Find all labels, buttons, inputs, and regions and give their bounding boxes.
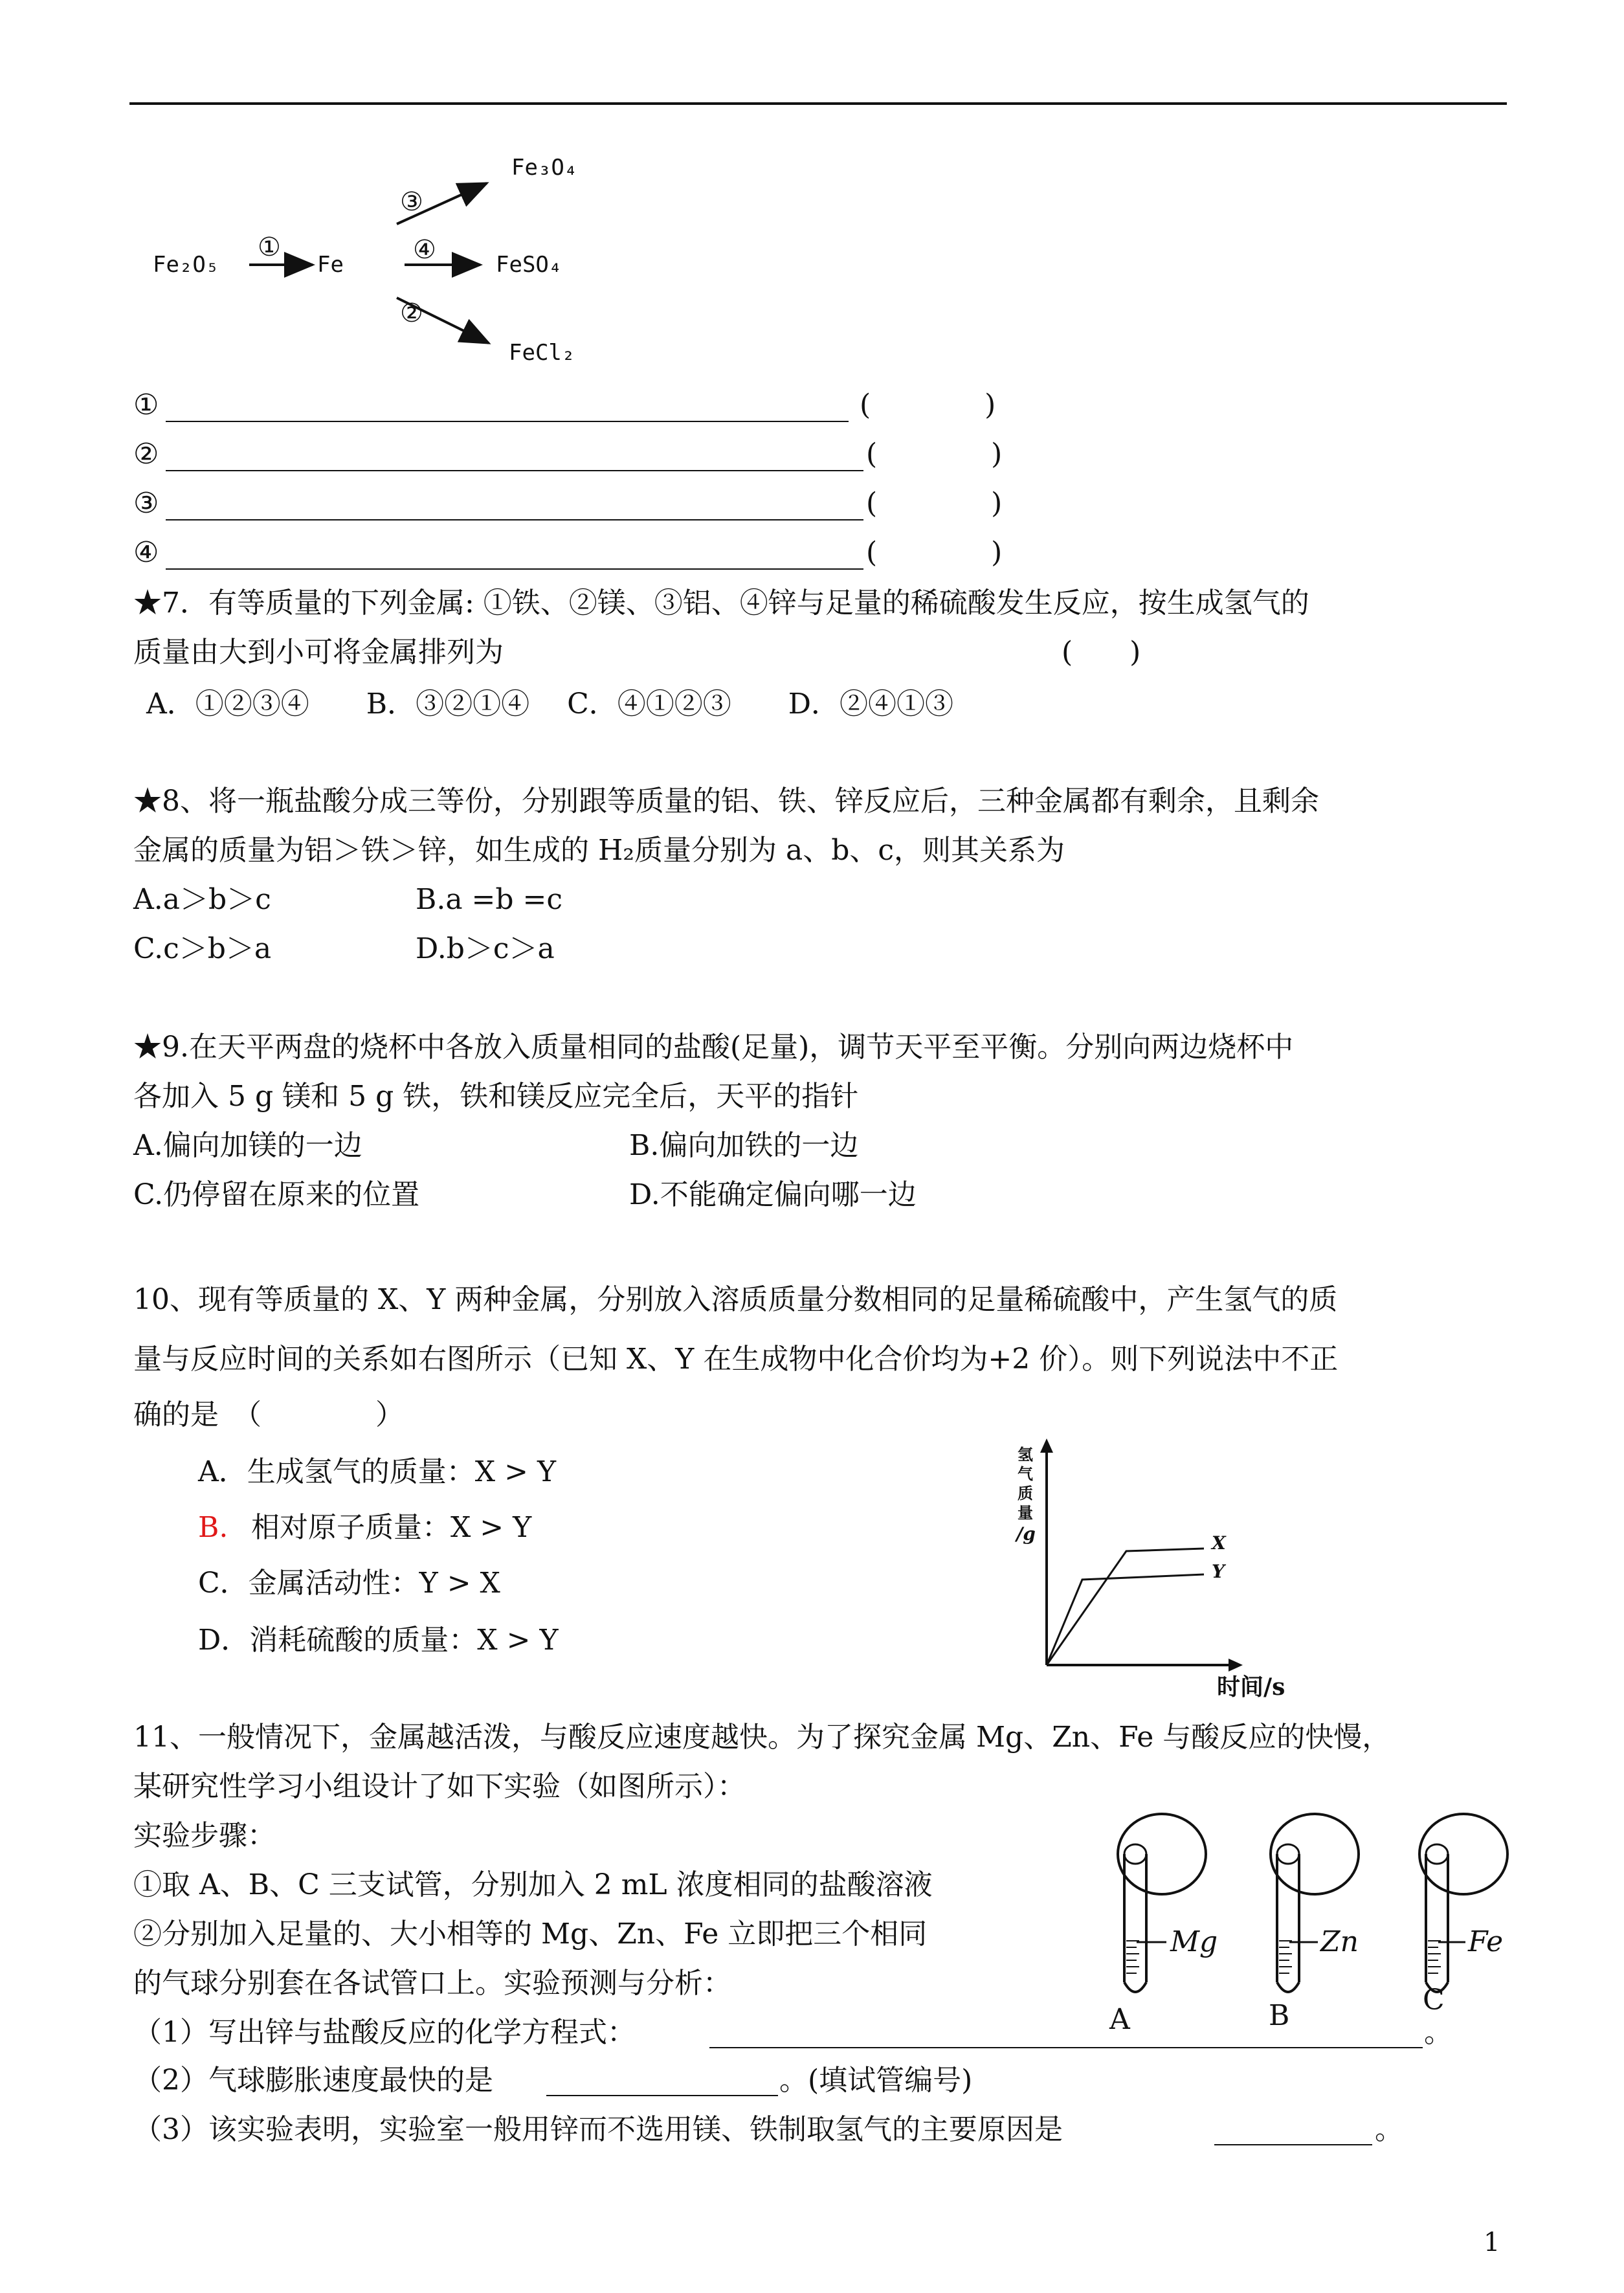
- tube-b-metal: Zn: [1320, 1925, 1359, 1958]
- tube-c-letter: C: [1423, 1984, 1445, 2017]
- scheme-step-1: ①: [258, 232, 281, 262]
- q9-option-d: D.不能确定偏向哪一边: [629, 1178, 917, 1211]
- balloon-a: [1118, 1814, 1206, 1894]
- scheme-product-feso4: FeSO₄: [496, 252, 562, 278]
- q9-line-1: ★9.在天平两盘的烧杯中各放入质量相同的盐酸(足量)，调节天平至平衡。分别向两边烧杯中: [133, 1031, 1294, 1064]
- blank-paren-2: ( ): [866, 438, 1003, 471]
- q11-line-1: 11、一般情况下，金属越活泼，与酸反应速度越快。为了探究金属 Mg、Zn、Fe 与酸反应的快慢，: [133, 1721, 1391, 1754]
- scheme-product-fecl2: FeCl₂: [509, 340, 575, 366]
- tube-a-metal: Mg: [1170, 1925, 1218, 1958]
- blank-label-1: ①: [133, 388, 159, 421]
- graph-series-y-label: Y: [1212, 1561, 1225, 1582]
- q11-line-2: 某研究性学习小组设计了如下实验（如图所示）：: [133, 1770, 746, 1803]
- q8-option-c: C.c＞b＞a: [133, 932, 272, 965]
- q8-line-1: ★8、将一瓶盐酸分成三等份，分别跟等质量的铝、铁、锌反应后，三种金属都有剩余，且剩余: [133, 785, 1319, 818]
- tube-b: [1271, 1814, 1359, 1992]
- blank-paren-3: ( ): [866, 487, 1003, 520]
- q11-sub-2-end: 。(填试管编号): [779, 2064, 973, 2097]
- q8-option-a: A.a＞b＞c: [133, 883, 271, 916]
- tube-c: [1419, 1814, 1507, 1992]
- q11-sub-1: （1）写出锌与盐酸反应的化学方程式：: [133, 2016, 636, 2049]
- graph-ylabel-char-1: 氢: [1018, 1445, 1033, 1464]
- q7-options: A．①②③④ B．③②①④ C．④①②③ D．②④①③: [146, 688, 954, 721]
- tube-a-letter: A: [1109, 2003, 1130, 2036]
- graph-ylabel-char-4: 量: [1018, 1503, 1033, 1522]
- q10-option-b-text: 相对原子质量：X > Y: [251, 1511, 532, 1544]
- q10-option-a: A．生成氢气的质量：X > Y: [198, 1455, 556, 1488]
- q11-step-2b: 的气球分别套在各试管口上。实验预测与分析：: [133, 1967, 731, 2000]
- q11-sub-1-end: 。: [1424, 2016, 1452, 2049]
- scheme-step-2: ②: [400, 298, 423, 328]
- q11-sub-3-end: 。: [1375, 2113, 1403, 2146]
- scheme-product-fe3o4: Fe₃O₄: [511, 155, 578, 181]
- q9-line-2: 各加入 5 g 镁和 5 g 铁，铁和镁反应完全后，天平的指针: [133, 1080, 859, 1113]
- q10-line-3: 确的是 （ ）: [133, 1398, 404, 1431]
- q7-line-1: ★7．有等质量的下列金属: ①铁、②镁、③铝、④锌与足量的稀硫酸发生反应，按生成氢气的: [133, 587, 1309, 620]
- q10-line-1: 10、现有等质量的 X、Y 两种金属，分别放入溶质质量分数相同的足量稀硫酸中，产生氢气的质: [133, 1283, 1338, 1316]
- tube-c-metal: Fe: [1468, 1925, 1504, 1958]
- scheme-step-4: ④: [413, 235, 436, 265]
- q11-sub-2: （2）气球膨胀速度最快的是: [133, 2064, 493, 2097]
- scheme-step-3: ③: [400, 187, 423, 217]
- scheme-start: Fe₂O₅: [153, 252, 219, 278]
- q8-option-d: D.b＞c＞a: [416, 932, 555, 965]
- blank-label-4: ④: [133, 536, 159, 569]
- tube-a: [1118, 1814, 1206, 1992]
- q10-option-d: D．消耗硫酸的质量：X > Y: [198, 1624, 559, 1657]
- q11-step-2a: ②分别加入足量的、大小相等的 Mg、Zn、Fe 立即把三个相同: [133, 1918, 928, 1951]
- q9-option-b: B.偏向加铁的一边: [629, 1129, 859, 1162]
- blank-paren-4: ( ): [866, 536, 1003, 569]
- q10-option-b-letter: B.: [198, 1511, 228, 1544]
- balloon-b: [1271, 1814, 1359, 1894]
- blank-label-2: ②: [133, 438, 159, 471]
- q10-line-2: 量与反应时间的关系如右图所示（已知 X、Y 在生成物中化合价均为+2 价）。则下列说法中不正: [133, 1343, 1339, 1376]
- balloon-c: [1419, 1814, 1507, 1894]
- q9-option-c: C.仍停留在原来的位置: [133, 1178, 420, 1211]
- q11-steps-title: 实验步骤：: [133, 1819, 276, 1852]
- graph-yunit: /g: [1016, 1523, 1036, 1545]
- q10-option-c: C．金属活动性：Y > X: [198, 1567, 500, 1600]
- scheme-mid: Fe: [317, 252, 344, 278]
- graph-ylabel-char-3: 质: [1018, 1484, 1033, 1503]
- q7-line-2: 质量由大到小可将金属排列为: [133, 636, 504, 669]
- q11-step-1: ①取 A、B、C 三支试管，分别加入 2 mL 浓度相同的盐酸溶液: [133, 1868, 933, 1901]
- graph-series-x-label: X: [1212, 1532, 1226, 1554]
- q8-line-2: 金属的质量为铝＞铁＞锌，如生成的 H₂质量分别为 a、b、c，则其关系为: [133, 834, 1065, 867]
- blank-label-3: ③: [133, 487, 159, 520]
- tube-b-letter: B: [1269, 1999, 1290, 2032]
- q8-option-b: B.a =b =c: [416, 883, 563, 916]
- blank-paren-1: ( ): [860, 388, 996, 421]
- q7-paren: ( ): [1062, 636, 1141, 669]
- q9-option-a: A.偏向加镁的一边: [133, 1129, 362, 1162]
- page-number: 1: [1484, 2228, 1500, 2257]
- graph-ylabel-char-2: 气: [1018, 1464, 1033, 1483]
- q11-sub-3: （3）该实验表明，实验室一般用锌而不选用镁、铁制取氢气的主要原因是: [133, 2113, 1063, 2146]
- graph-xlabel: 时间/s: [1217, 1673, 1285, 1701]
